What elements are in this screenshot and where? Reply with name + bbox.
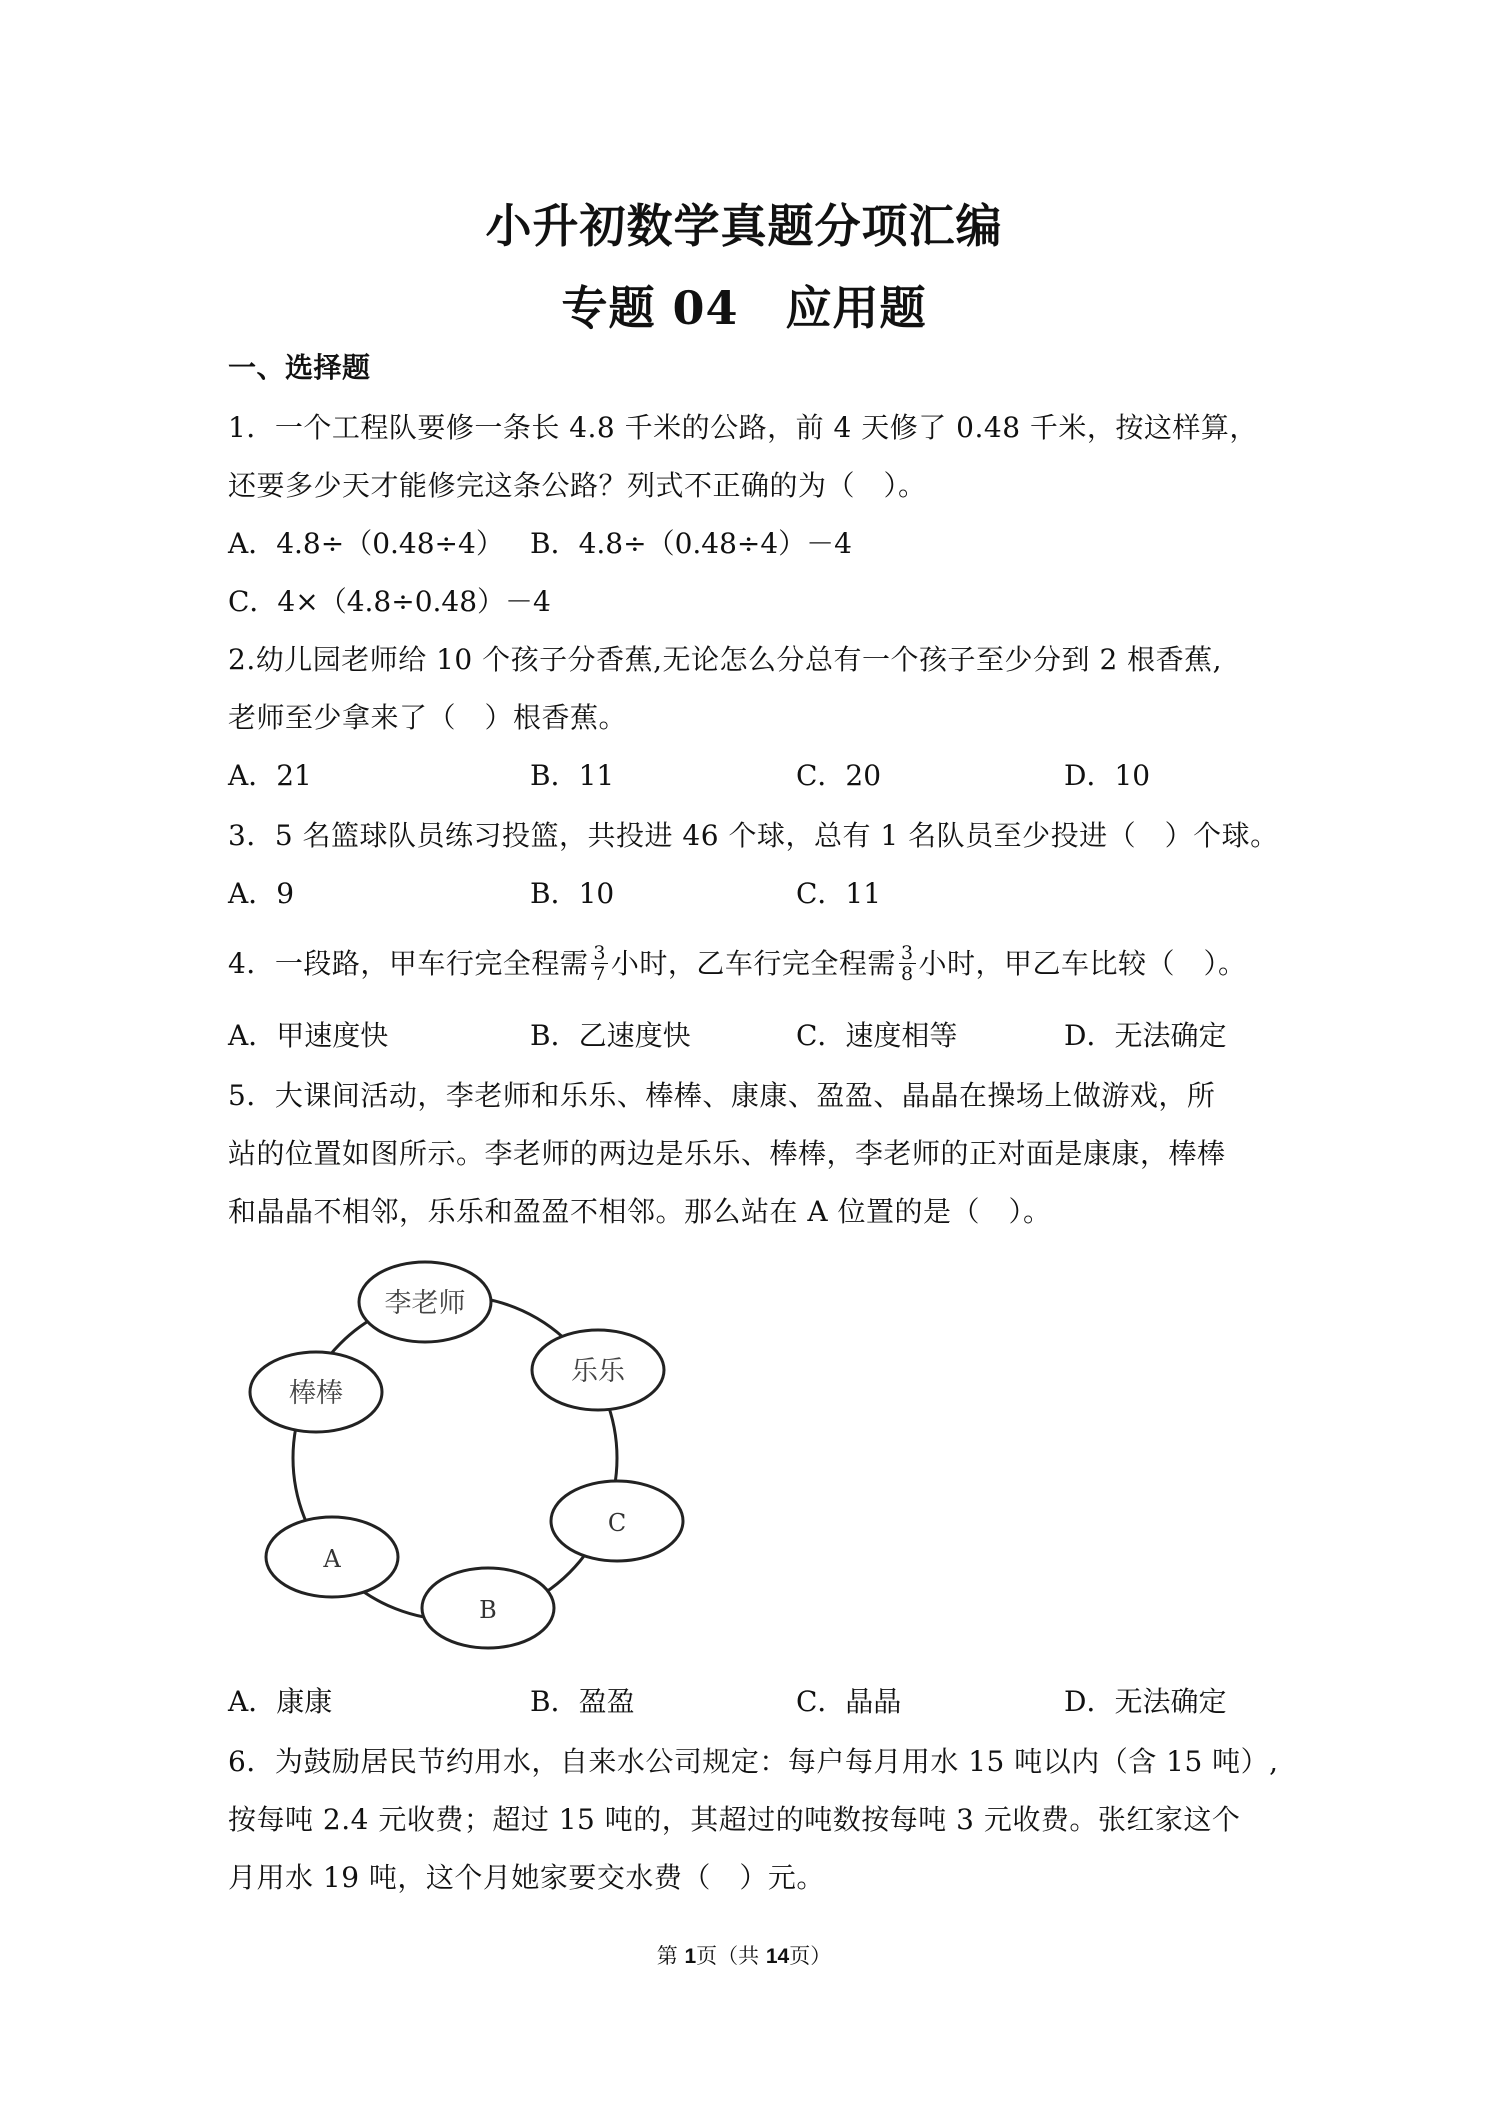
seat-label-c: C <box>607 1509 627 1537</box>
question-6-line-2: 按每吨 2.4 元收费；超过 15 吨的，其超过的吨数按每吨 3 元收费。张红家这个 <box>228 1803 1241 1836</box>
document-title: 小升初数学真题分项汇编 <box>485 199 1003 253</box>
question-2-option-a: A．21 <box>228 759 312 792</box>
question-4-option-d: D．无法确定 <box>1064 1019 1227 1052</box>
document-subtitle: 专题 04 应用题 <box>561 281 927 335</box>
question-4-text-part-1: 4．一段路，甲车行完全程需 <box>228 947 589 980</box>
question-3-option-a: A．9 <box>228 877 295 910</box>
seat-lele <box>532 1330 664 1410</box>
question-5-line-3: 和晶晶不相邻，乐乐和盈盈不相邻。那么站在 A 位置的是（ ）。 <box>228 1195 1052 1228</box>
question-2-option-d: D．10 <box>1064 759 1151 792</box>
fraction-denominator: 8 <box>900 963 914 985</box>
question-2-option-b: B．11 <box>530 759 615 792</box>
fraction-numerator: 3 <box>900 942 914 964</box>
question-5-option-b: B．盈盈 <box>530 1685 635 1718</box>
question-4-text-part-3: 小时，甲乙车比较（ ）。 <box>918 947 1247 980</box>
question-1-line-1: 1．一个工程队要修一条长 4.8 千米的公路，前 4 天修了 0.48 千米，按这样算， <box>228 411 1258 444</box>
footer-middle: 页（共 <box>696 1944 766 1968</box>
seat-b <box>422 1568 554 1648</box>
question-2-line-1: 2.幼儿园老师给 10 个孩子分香蕉,无论怎么分总有一个孩子至少分到 2 根香蕉, <box>228 643 1223 676</box>
question-1-option-a: A．4.8÷（0.48÷4） <box>228 527 504 560</box>
question-3-option-c: C．11 <box>796 877 882 910</box>
seat-label-b: B <box>479 1596 497 1624</box>
question-2-line-2: 老师至少拿来了（ ）根香蕉。 <box>228 701 628 734</box>
question-1-option-c: C．4×（4.8÷0.48）－4 <box>228 585 551 618</box>
question-4-option-c: C．速度相等 <box>796 1019 958 1052</box>
page-footer <box>0 1940 1488 1970</box>
seat-a <box>266 1517 398 1597</box>
seat-label-lele: 乐乐 <box>571 1356 625 1387</box>
seat-label-bangbang: 棒棒 <box>289 1378 343 1409</box>
question-5-option-d: D．无法确定 <box>1064 1685 1227 1718</box>
seat-bangbang <box>250 1352 382 1432</box>
fraction-numerator: 3 <box>593 942 606 964</box>
footer-suffix: 页） <box>789 1944 832 1968</box>
question-5-line-1: 5．大课间活动，李老师和乐乐、棒棒、康康、盈盈、晶晶在操场上做游戏，所 <box>228 1079 1216 1112</box>
question-5-line-2: 站的位置如图所示。李老师的两边是乐乐、棒棒，李老师的正对面是康康，棒棒 <box>228 1137 1226 1170</box>
question-1-line-2: 还要多少天才能修完这条公路？列式不正确的为（ ）。 <box>228 469 927 502</box>
footer-prefix: 第 <box>656 1944 685 1968</box>
section-heading: 一、选择题 <box>228 351 371 384</box>
seat-c <box>551 1481 683 1561</box>
footer-page-number: 1 <box>684 1945 697 1968</box>
question-5-option-a: A．康康 <box>228 1685 333 1718</box>
seat-label-a: A <box>323 1545 341 1573</box>
footer-total-pages: 14 <box>765 1945 790 1968</box>
seat-label-teacher: 李老师 <box>384 1288 466 1319</box>
seat-teacher <box>359 1262 491 1342</box>
question-2-option-c: C．20 <box>796 759 882 792</box>
question-4-option-a: A．甲速度快 <box>228 1019 389 1052</box>
fraction-denominator: 7 <box>593 963 606 985</box>
question-3-line-1: 3．5 名篮球队员练习投篮，共投进 46 个球，总有 1 名队员至少投进（ ）个球。 <box>228 819 1279 852</box>
question-6-line-3: 月用水 19 吨，这个月她家要交水费（ ）元。 <box>228 1861 825 1894</box>
question-5-option-c: C．晶晶 <box>796 1685 902 1718</box>
question-6-line-1: 6．为鼓励居民节约用水，自来水公司规定：每户每月用水 15 吨以内（含 15 吨）, <box>228 1745 1279 1778</box>
question-4-text-part-2: 小时，乙车行完全程需 <box>610 947 896 980</box>
question-1-option-b: B．4.8÷（0.48÷4）－4 <box>530 527 853 560</box>
question-4-option-b: B．乙速度快 <box>530 1019 691 1052</box>
question-3-option-b: B．10 <box>530 877 615 910</box>
